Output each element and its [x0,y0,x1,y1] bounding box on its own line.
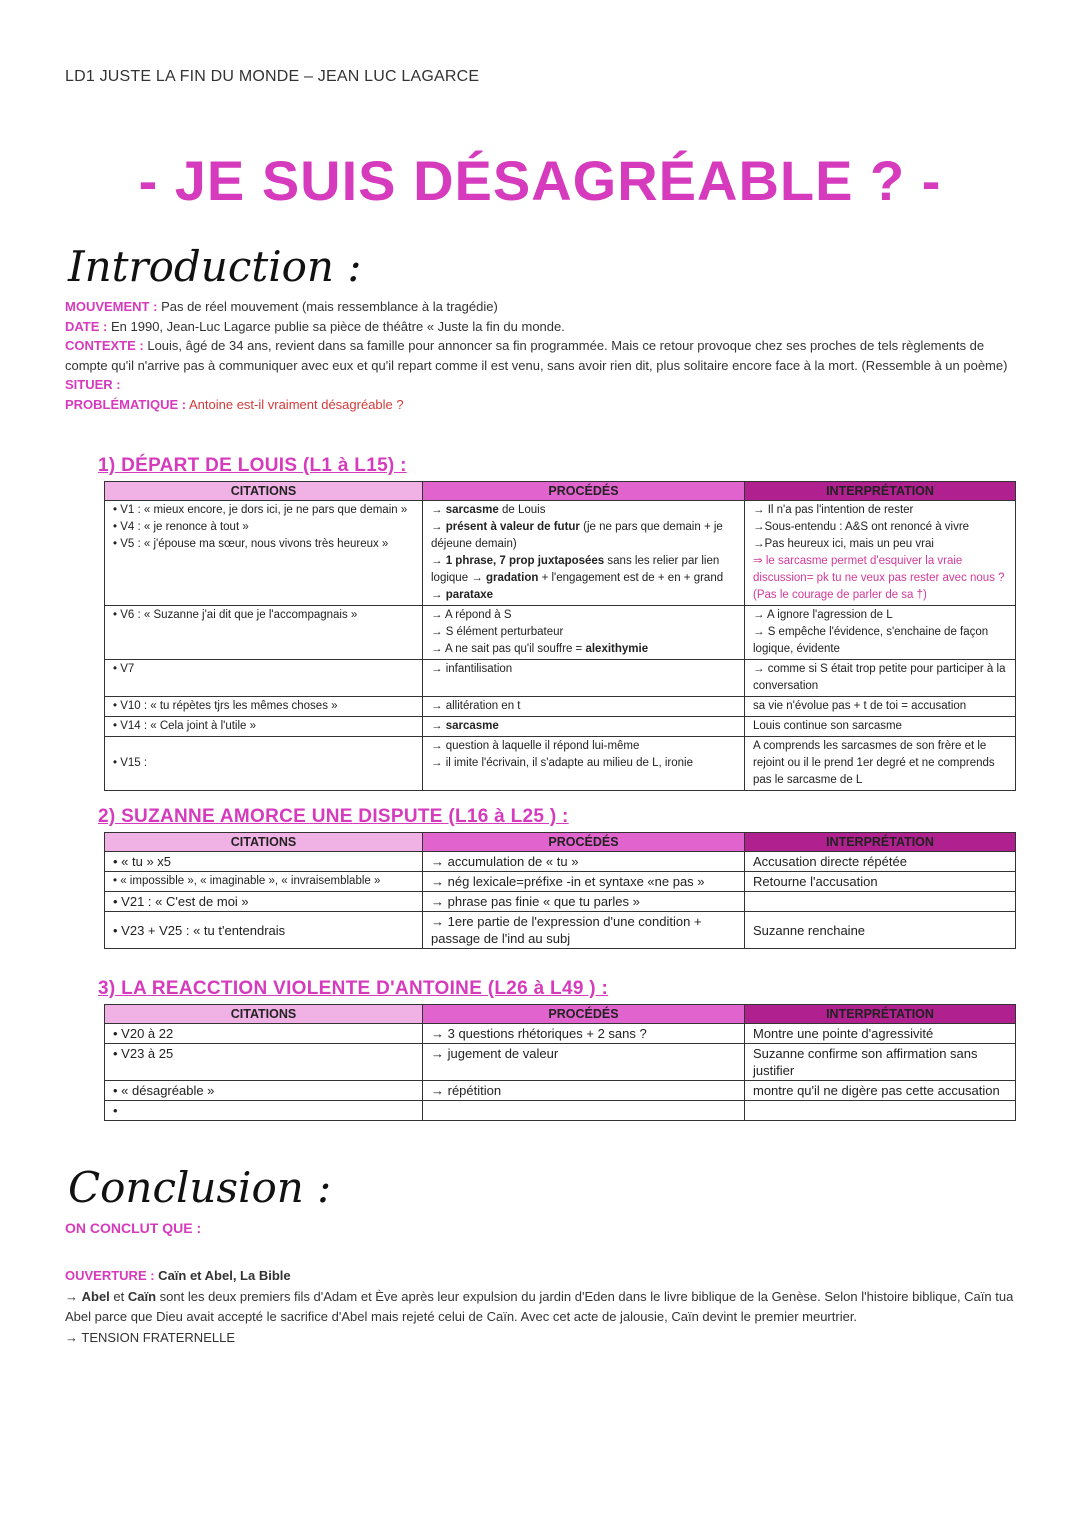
section3-title: 3) LA REACCTION VIOLENTE D'ANTOINE (L26 à L49 ) : [98,978,609,999]
procede-keyword: 1 phrase, 7 prop juxtaposées [445,555,605,567]
section1-table [104,481,1016,791]
procede-line [431,553,736,604]
citation-cell: • « impossible », « imaginable », « invraisemblable » [105,872,423,892]
mouvement-text: Pas de réel mouvement (mais ressemblance à la tragédie) [157,299,498,314]
citation-cell [105,501,423,606]
interpretation-cell: sa vie n'évolue pas + t de toi = accusation [745,697,1016,717]
mouvement-label: MOUVEMENT : [65,299,158,314]
problematique-line [65,395,1015,415]
interpretation-cell: → comme si S était trop petite pour participer à la conversation [745,660,1016,697]
document-header: LD1 JUSTE LA FIN DU MONDE – JEAN LUC LAGARCE [65,68,480,85]
interpretation-text: → Il n'a pas l'intention de rester [753,504,914,516]
interpretation-cell: Montre une pointe d'agressivité [745,1024,1016,1044]
conjunction-text: et [109,1288,128,1304]
col-procedes: PROCÉDÉS [423,1005,745,1024]
procede-text: → A répond à S [431,609,512,621]
table-header-row [105,833,1016,852]
contexte-label: CONTEXTE : [65,338,144,353]
table-row [105,697,1016,717]
citation-cell: • V7 [105,660,423,697]
interpretation-text: →Pas heureux ici, mais un peu vrai [753,538,934,550]
section3-table [104,1004,1016,1121]
col-interpretation: INTERPRÉTATION [745,833,1016,852]
situer-line [65,375,1015,395]
procede-keyword: parataxe [445,589,494,601]
page-title: - JE SUIS DÉSAGRÉABLE ? - [138,149,942,212]
mouvement-line [65,297,1015,317]
citation-cell: • V21 : « C'est de moi » [105,892,423,912]
citation-cell: • « désagréable » [105,1081,423,1101]
interpretation-cell [745,606,1016,660]
table-row [105,1024,1016,1044]
citation-text: • V4 : « je renonce à tout » [113,521,249,533]
procede-cell [423,1101,745,1121]
procede-keyword: alexithymie [585,643,649,655]
citation-cell: • [105,1101,423,1121]
procede-cell [423,717,745,737]
problematique-label: PROBLÉMATIQUE : [65,396,187,412]
interpretation-cell [745,892,1016,912]
citation-cell: • « tu » x5 [105,852,423,872]
table-row [105,501,1016,606]
procede-text: + l'engagement est de + en + grand → [431,572,724,601]
procede-keyword: sarcasme [445,720,499,732]
procede-text: sans les relier par lien logique → [431,555,720,584]
interpretation-cell [745,1101,1016,1121]
procede-text: → S élément perturbateur [431,626,564,638]
arrow-text: → [431,504,446,516]
table-row [105,660,1016,697]
col-interpretation: INTERPRÉTATION [745,1005,1016,1024]
col-procedes: PROCÉDÉS [423,482,745,501]
interpretation-text: → S empêche l'évidence, s'enchaine de façon logique, évidente [753,626,989,655]
section2-title: 2) SUZANNE AMORCE UNE DISPUTE (L16 à L25 ) : [98,806,569,827]
section2-table [104,832,1016,949]
ouverture-label: OUVERTURE : [65,1268,155,1283]
conclusion-label: ON CONCLUT QUE : [65,1220,202,1236]
interpretation-text: → A ignore l'agression de L [753,609,893,621]
arrow-text: → [431,521,446,533]
citation-cell: • V20 à 22 [105,1024,423,1044]
interpretation-cell: Louis continue son sarcasme [745,717,1016,737]
procede-cell [423,606,745,660]
arrow-text: → [65,1288,82,1304]
procede-cell [423,737,745,791]
procede-cell [423,501,745,606]
procede-keyword: sarcasme [445,504,499,516]
procede-keyword: présent à valeur de futur [445,521,580,533]
contexte-text: Louis, âgé de 34 ans, revient dans sa famille pour annoncer sa fin programmée. Mais ce retour provoque chez ses proches de tels règlements de compte qu'il n'arrive pas à communiquer avec eux et qu'il repart comme il est venu, sans avoir rien dit, plus solitaire encore face à la mort. (Ressemble à un poème) [65,338,1008,373]
date-label: DATE : [65,318,108,334]
procede-line [431,502,736,519]
procede-keyword: gradation [485,572,539,584]
procede-text: (je ne pars que demain + je déjeune demain) [431,521,723,550]
interpretation-cell: Suzanne confirme son affirmation sans justifier [745,1044,1016,1081]
col-procedes: PROCÉDÉS [423,833,745,852]
arrow-text: → [431,555,446,567]
interpretation-text: →Sous-entendu : A&S ont renoncé à vivre [753,521,970,533]
col-citations: CITATIONS [105,1005,423,1024]
procede-cell: → jugement de valeur [423,1044,745,1081]
procede-text: → il imite l'écrivain, il s'adapte au milieu de L, ironie [431,757,693,769]
interpretation-text: ⇒ le sarcasme permet d'esquiver la vraie discussion= pk tu ne veux pas rester avec nous ? (Pas le courage de parler de sa †) [753,555,1005,601]
table-row [105,852,1016,872]
introduction-block [65,297,1015,414]
procede-cell: → 1ere partie de l'expression d'une condition + passage de l'ind au subj [423,912,745,949]
procede-cell: → accumulation de « tu » [423,852,745,872]
conclusion-heading: Conclusion : [68,1163,332,1212]
citation-cell: • V23 + V25 : « tu t'entendrais [105,912,423,949]
table-row [105,1101,1016,1121]
col-interpretation: INTERPRÉTATION [745,482,1016,501]
citation-text: • V5 : « j'épouse ma sœur, nous vivons très heureux » [113,538,389,550]
procede-cell: → 3 questions rhétoriques + 2 sans ? [423,1024,745,1044]
ouverture-body: sont les deux premiers fils d'Adam et Ève après leur expulsion du jardin d'Eden dans le livre biblique de la Genèse. Selon l'histoire biblique, Caïn tua Abel parce que Dieu avait accepté le sacrifice d'Abel mais rejeté celui de Caïn. Avec cet acte de jalousie, Caïn devint le premier meurtrier. [65,1288,1014,1324]
procede-line [431,519,736,553]
interpretation-cell [745,501,1016,606]
interpretation-cell: Accusation directe répétée [745,852,1016,872]
problematique-text: Antoine est-il vraiment désagréable ? [186,396,404,412]
contexte-line [65,336,1015,375]
table-header-row [105,1005,1016,1024]
ouverture-title-line [65,1266,1015,1287]
ouverture-block [65,1266,1015,1348]
table-header-row [105,482,1016,501]
procede-cell: → phrase pas finie « que tu parles » [423,892,745,912]
citation-cell: • V10 : « tu répètes tjrs les mêmes choses » [105,697,423,717]
citation-cell: • V15 : [105,737,423,791]
table-row [105,606,1016,660]
date-text: En 1990, Jean-Luc Lagarce publie sa pièce de théâtre « Juste la fin du monde. [107,318,565,334]
procede-cell: → allitération en t [423,697,745,717]
citation-cell: • V6 : « Suzanne j'ai dit que je l'accompagnais » [105,606,423,660]
name-abel: Abel [81,1288,110,1304]
table-row [105,872,1016,892]
ouverture-text [65,1287,1015,1328]
citation-cell: • V14 : « Cela joint à l'utile » [105,717,423,737]
introduction-heading: Introduction : [68,242,362,291]
procede-cell: → infantilisation [423,660,745,697]
date-line [65,317,1015,337]
col-citations: CITATIONS [105,833,423,852]
col-citations: CITATIONS [105,482,423,501]
citation-cell: • V23 à 25 [105,1044,423,1081]
interpretation-cell: Suzanne renchaine [745,912,1016,949]
situer-label: SITUER : [65,377,121,392]
procede-text: → question à laquelle il répond lui-même [431,740,640,752]
interpretation-cell: A comprends les sarcasmes de son frère et le rejoint ou il le prend 1er degré et ne comprends pas le sarcasme de L [745,737,1016,791]
name-cain: Caïn [127,1288,157,1304]
arrow-text: → [431,720,446,732]
procede-text: → A ne sait pas qu'il souffre = [431,643,586,655]
citation-text: • V1 : « mieux encore, je dors ici, je ne pars que demain » [113,504,408,516]
procede-cell: → nég lexicale=préfixe -in et syntaxe «ne pas » [423,872,745,892]
table-row [105,892,1016,912]
table-row [105,737,1016,791]
procede-text: de Louis [498,504,546,516]
procede-line [431,641,736,658]
table-row [105,1081,1016,1101]
tension-line: → TENSION FRATERNELLE [65,1329,235,1345]
interpretation-cell: montre qu'il ne digère pas cette accusation [745,1081,1016,1101]
ouverture-title: Caïn et Abel, La Bible [154,1268,291,1283]
table-row [105,717,1016,737]
procede-cell: → répétition [423,1081,745,1101]
table-row [105,1044,1016,1081]
table-row [105,912,1016,949]
section1-title: 1) DÉPART DE LOUIS (L1 à L15) : [98,455,407,476]
interpretation-cell: Retourne l'accusation [745,872,1016,892]
